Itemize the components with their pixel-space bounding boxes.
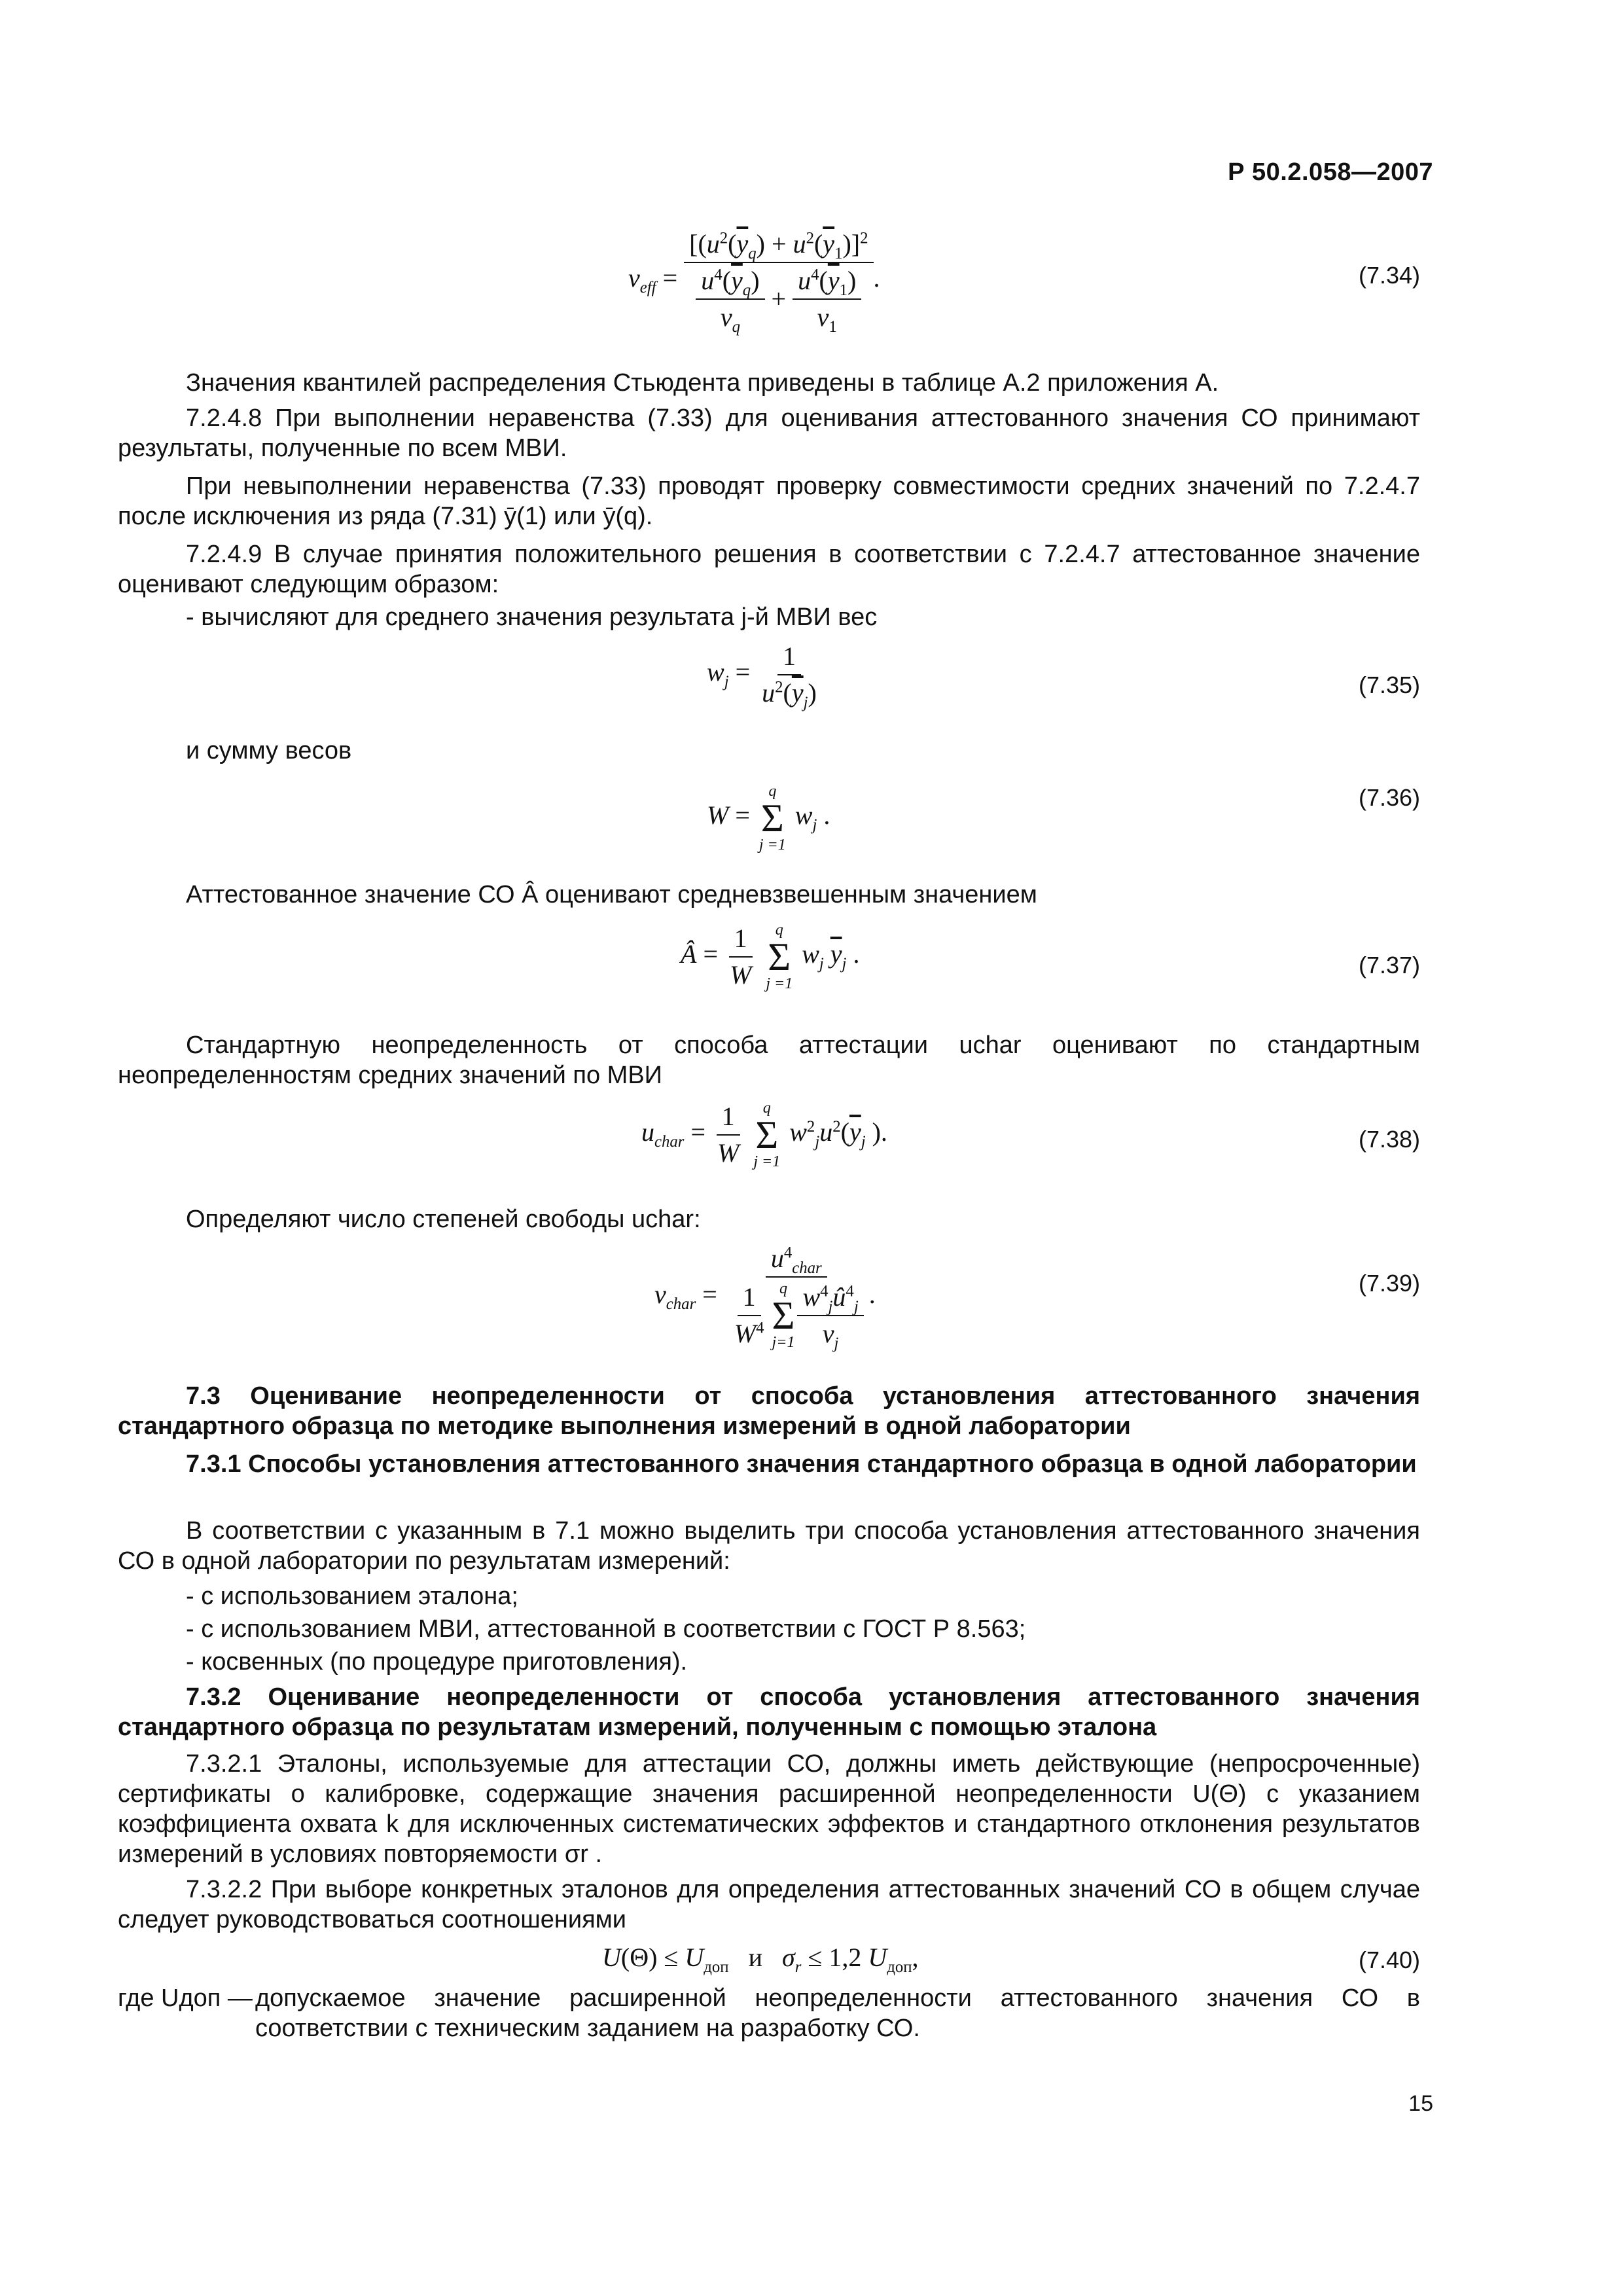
equation-number: (7.34) (1358, 262, 1420, 289)
paragraph: 7.3.2.2 При выборе конкретных эталонов для определения аттестованных значений СО в общем случае следует руководствоваться соотношениями (118, 1876, 1420, 1933)
list-item: - с использованием эталона; (186, 1583, 518, 1610)
definition-text: допускаемое значение расширенной неопределенности аттестованного значения СО в соответствии с техническим заданием на разработку СО. (255, 1984, 1420, 2042)
paragraph: Значения квантилей распределения Стьюдента приведены в таблице А.2 приложения А. (186, 369, 1219, 397)
paragraph: Стандартную неопределенность от способа аттестации uchar оценивают по стандартным неопределенностям средних значений по МВИ (118, 1031, 1420, 1089)
paragraph: При невыполнении неравенства (7.33) проводят проверку совместимости средних значений по 7.2.4.7 после исключения из ряда (7.31) ȳ(1) или ȳ(q). (118, 473, 1420, 530)
section-heading-7-3: 7.3 Оценивание неопределенности от способа установления аттестованного значения стандартного образца по методике выполнения измерений в одной лаборатории (118, 1382, 1420, 1440)
formula-7-34: $\nu_{eff}$ = [$(u^2(\overline{y}_q) + u^2(\overline{y}_1)]^2$ $\frac{u^4(\overline{y}_q)}{\nu_q}$ + $\frac{u^4(\overline{y}_1)}{\nu_1}$ . (628, 229, 880, 336)
paragraph: 7.3.2.1 Эталоны, используемые для аттестации СО, должны иметь действующие (непросроченные) сертификаты о калибровке, содержащие значения расширенной неопределенности U(Θ) с указанием коэффициента охвата k для исключенных систематических эффектов и стандартного отклонения результатов измерений в условиях повторяемости σr . (118, 1750, 1420, 1868)
list-item: - с использованием МВИ, аттестованной в соответствии с ГОСТ Р 8.563; (186, 1615, 1026, 1643)
formula-7-40: $U(\Theta) \le U_{доп}$ и $\sigma_r \le 1,2$ $U_{доп}$, (602, 1943, 919, 1976)
list-item: - вычисляют для среднего значения результата j-й МВИ вес (186, 603, 878, 631)
section-heading-7-3-1: 7.3.1 Способы установления аттестованного значения стандартного образца в одной лаборатории (186, 1450, 1417, 1478)
paragraph: 7.2.4.8 При выполнении неравенства (7.33) для оценивания аттестованного значения СО принимают результаты, полученные по всем МВИ. (118, 404, 1420, 462)
equation-number: (7.38) (1358, 1126, 1420, 1153)
paragraph: Определяют число степеней свободы uchar: (186, 1206, 701, 1233)
formula-7-39: $\nu_{char}$ = $u^4_{char}$ $\frac{1}{W^4}$ q Σ j=1 $\frac{w^4_jû^4_j}{\nu_j}$ . (654, 1244, 876, 1352)
formula-7-38: $u_{char}$ = $\frac{1}{W}$ q Σ j =1 $w^2_ju^2(\overline{y}_j$ ). (641, 1100, 887, 1170)
paragraph: В соответствии с указанным в 7.1 можно выделить три способа установления аттестованного значения СО в одной лаборатории по результатам измерений: (118, 1517, 1420, 1575)
definition-term: где Uдоп — (118, 1984, 253, 2012)
page-number: 15 (1408, 2091, 1433, 2116)
formula-7-35: $w_j$ = $\frac{1}{u^2(\overline{y}_j)}$ (707, 641, 817, 711)
section-heading-7-3-2: 7.3.2 Оценивание неопределенности от способа установления аттестованного значения стандартного образца по результатам измерений, полученным с помощью эталона (118, 1683, 1420, 1741)
paragraph: Аттестованное значение СО Â оценивают средневзвешенным значением (186, 881, 1037, 908)
equation-number: (7.36) (1358, 784, 1420, 811)
document-id: Р 50.2.058—2007 (1228, 158, 1433, 186)
list-item: - косвенных (по процедуре приготовления). (186, 1648, 688, 1676)
page-body (118, 0, 1420, 2296)
equation-number: (7.39) (1358, 1270, 1420, 1297)
formula-7-37: Â = $\frac{1}{W}$ q Σ j =1 $w_j$ $\overline{y}_j$ . (681, 922, 860, 992)
paragraph: и сумму весов (186, 737, 352, 764)
equation-number: (7.40) (1358, 1946, 1420, 1973)
paragraph: 7.2.4.9 В случае принятия положительного решения в соответствии с 7.2.4.7 аттестованное значение оценивают следующим образом: (118, 541, 1420, 598)
formula-7-36: W = q Σ j =1 $w_j$ . (707, 783, 830, 853)
equation-number: (7.35) (1358, 672, 1420, 698)
equation-number: (7.37) (1358, 952, 1420, 978)
